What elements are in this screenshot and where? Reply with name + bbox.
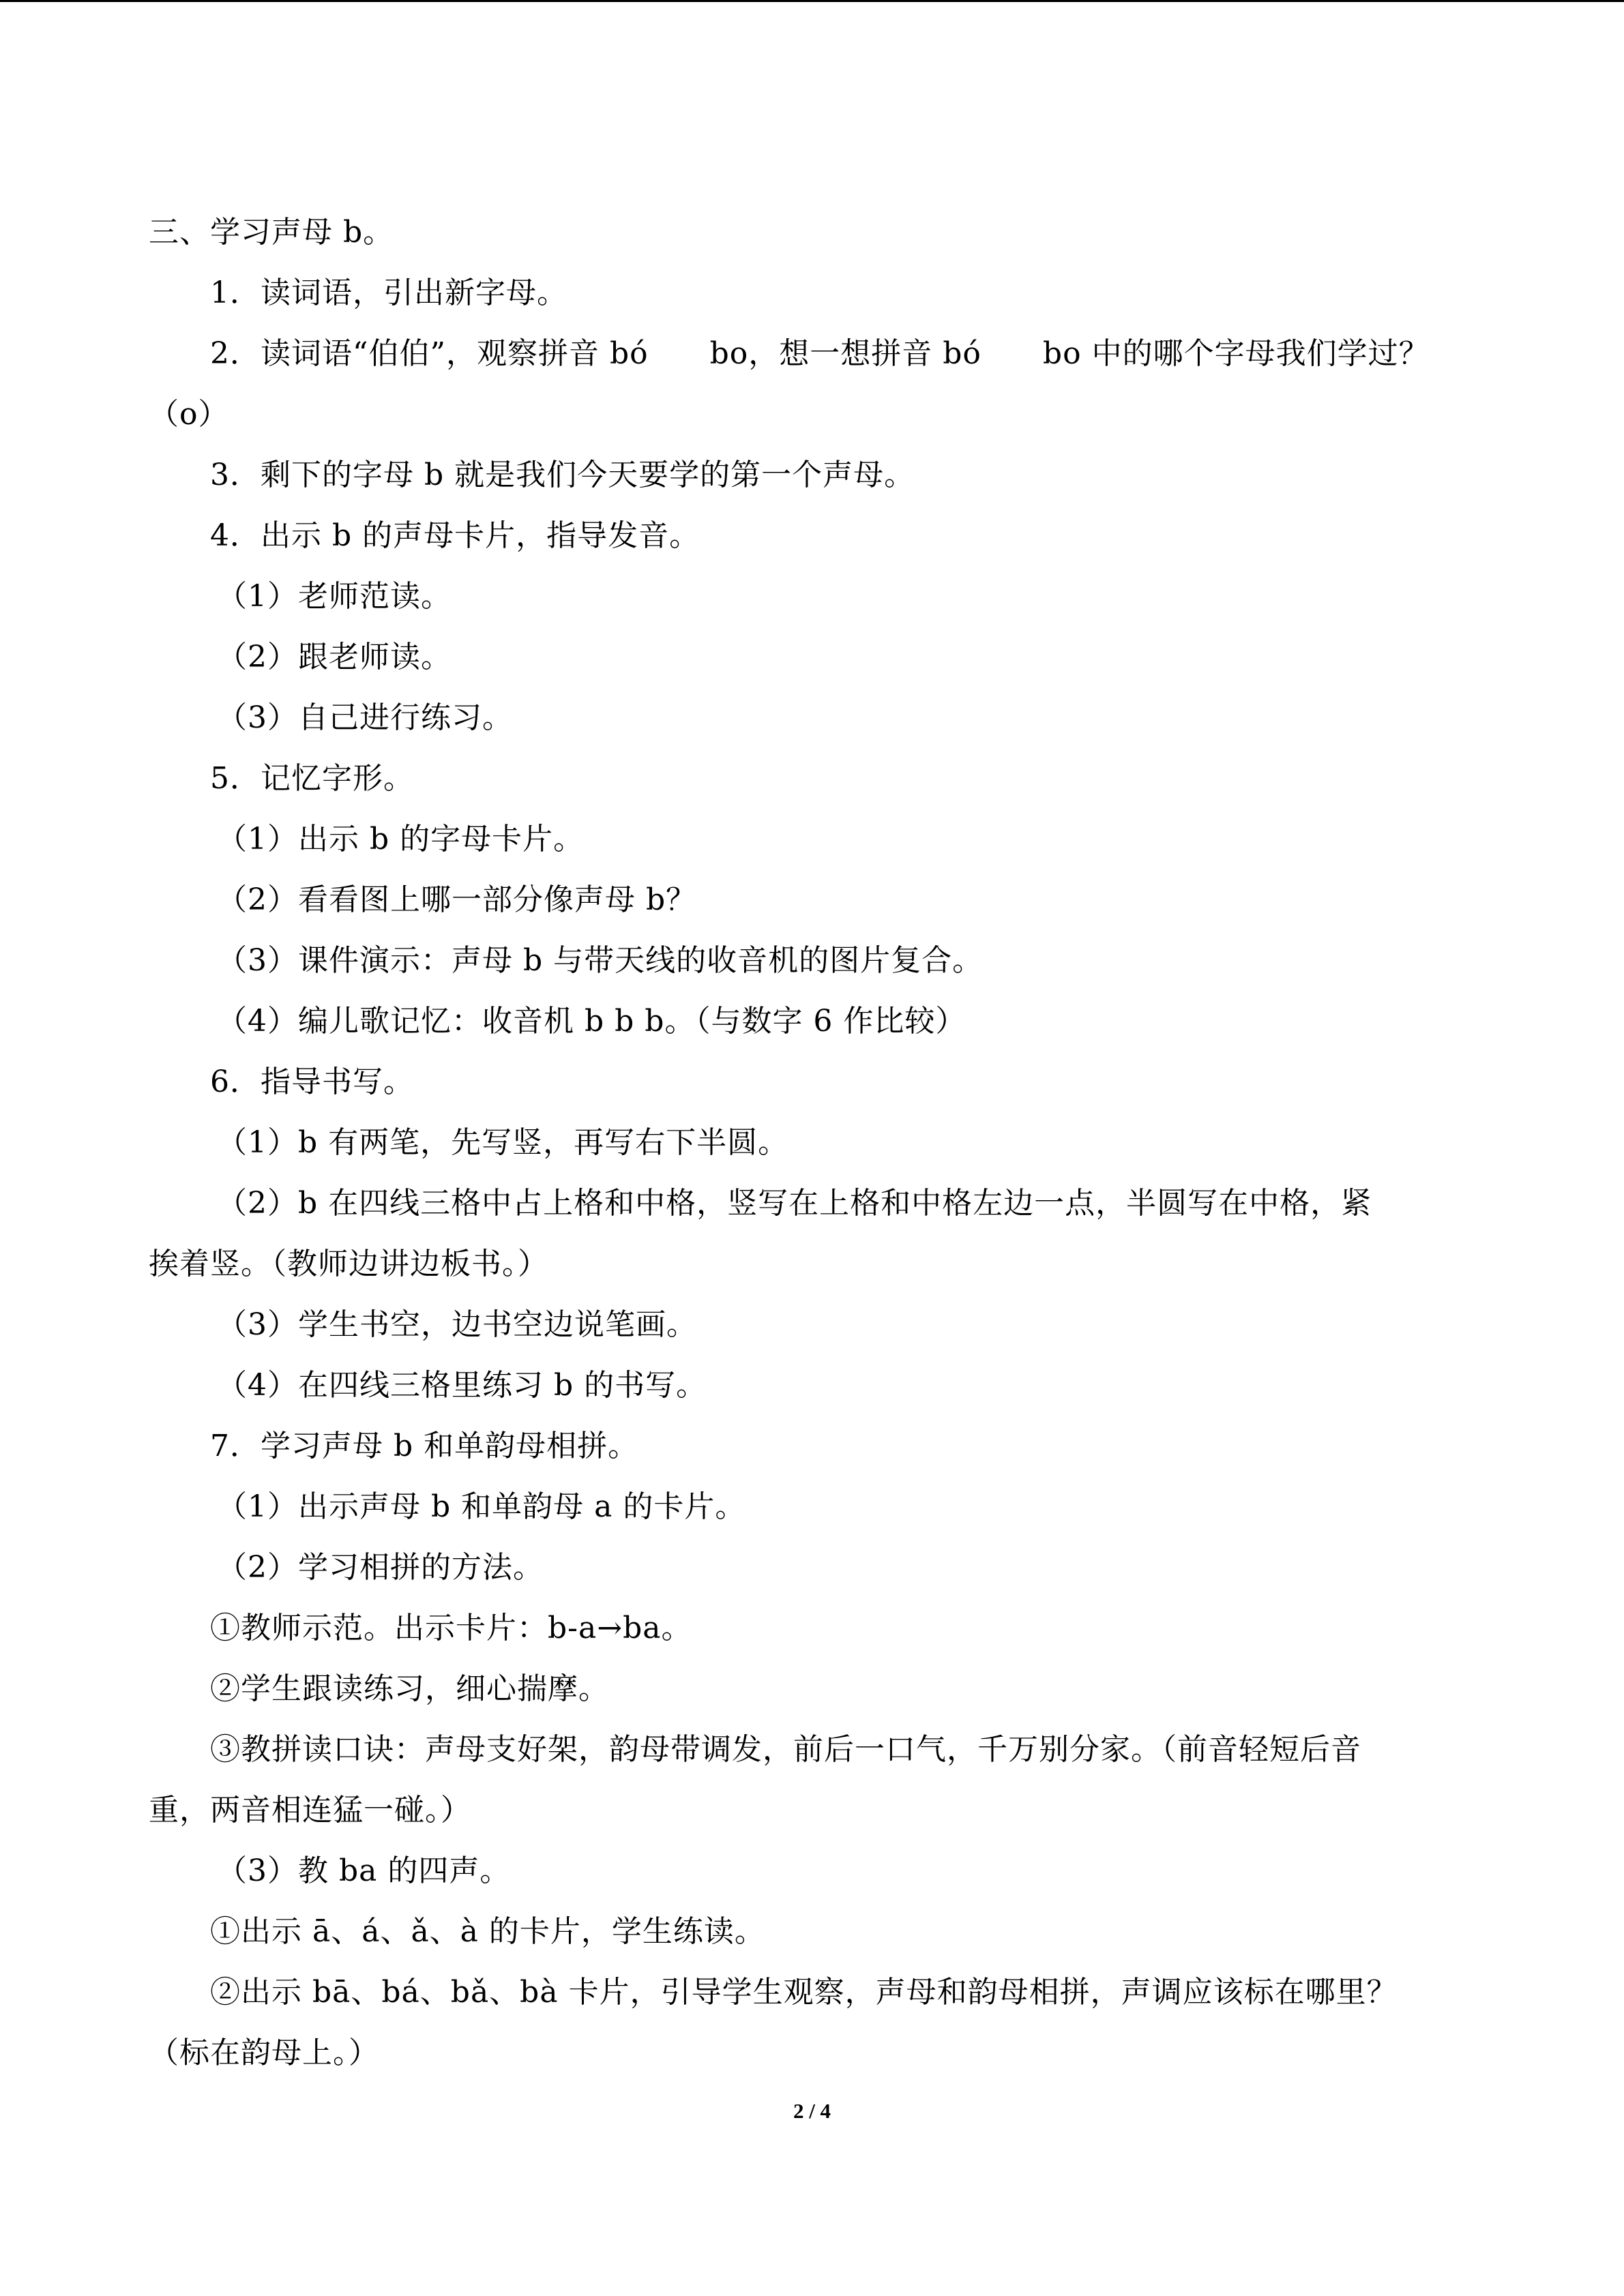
step-4-item-1: （1）老师范读。 bbox=[217, 579, 452, 614]
step-2-continued: （o） bbox=[149, 397, 229, 432]
step-5: 5．记忆字形。 bbox=[210, 761, 414, 796]
section-heading: 三、学习声母 b。 bbox=[149, 215, 394, 250]
step-7: 7．学习声母 b 和单韵母相拼。 bbox=[210, 1429, 639, 1463]
step-7-item-2-point-3: ③教拼读口诀：声母支好架，韵母带调发，前后一口气，千万别分家。（前音轻短后音 bbox=[210, 1732, 1361, 1767]
step-7-item-3: （3）教 ba 的四声。 bbox=[217, 1853, 511, 1888]
step-6-item-4: （4）在四线三格里练习 b 的书写。 bbox=[217, 1368, 707, 1403]
step-7-item-3-point-1: ①出示 ā、á、ǎ、à 的卡片，学生练读。 bbox=[210, 1914, 765, 1949]
step-7-item-2: （2）学习相拼的方法。 bbox=[217, 1550, 544, 1585]
step-1: 1．读词语，引出新字母。 bbox=[210, 275, 567, 310]
step-7-item-2-point-3-continued: 重，两音相连猛一碰。） bbox=[149, 1793, 471, 1828]
step-4: 4．出示 b 的声母卡片，指导发音。 bbox=[210, 518, 700, 553]
step-5-item-3: （3）课件演示：声母 b 与带天线的收音机的图片复合。 bbox=[217, 943, 984, 978]
step-5-item-4: （4）编儿歌记忆：收音机 b b b。（与数字 6 作比较） bbox=[217, 1004, 966, 1039]
step-7-item-2-point-2: ②学生跟读练习，细心揣摩。 bbox=[210, 1671, 609, 1706]
step-5-item-1: （1）出示 b 的字母卡片。 bbox=[217, 822, 585, 856]
step-3: 3．剩下的字母 b 就是我们今天要学的第一个声母。 bbox=[210, 458, 915, 492]
step-4-item-2: （2）跟老师读。 bbox=[217, 640, 452, 674]
step-7-item-1: （1）出示声母 b 和单韵母 a 的卡片。 bbox=[217, 1489, 746, 1524]
step-6: 6．指导书写。 bbox=[210, 1064, 414, 1099]
step-6-item-2-continued: 挨着竖。（教师边讲边板书。） bbox=[149, 1247, 548, 1281]
step-7-item-3-point-2-continued: （标在韵母上。） bbox=[149, 2036, 379, 2070]
step-7-item-2-point-1: ①教师示范。出示卡片：b-a→ba。 bbox=[210, 1611, 692, 1645]
step-7-item-3-point-2: ②出示 bā、bá、bǎ、bà 卡片，引导学生观察，声母和韵母相拼，声调应该标在哪里？ bbox=[210, 1975, 1398, 2010]
step-4-item-3: （3）自己进行练习。 bbox=[217, 700, 513, 735]
step-6-item-3: （3）学生书空，边书空边说笔画。 bbox=[217, 1307, 697, 1342]
page-number: 2 / 4 bbox=[793, 2099, 831, 2123]
step-5-item-2: （2）看看图上哪一部分像声母 b？ bbox=[217, 882, 697, 917]
step-6-item-2: （2）b 在四线三格中占上格和中格，竖写在上格和中格左边一点，半圆写在中格，紧 bbox=[217, 1186, 1372, 1221]
step-2: 2．读词语“伯伯”，观察拼音 bó bo，想一想拼音 bó bo 中的哪个字母我们学过？ bbox=[210, 336, 1430, 371]
step-6-item-1: （1）b 有两笔，先写竖，再写右下半圆。 bbox=[217, 1125, 789, 1160]
